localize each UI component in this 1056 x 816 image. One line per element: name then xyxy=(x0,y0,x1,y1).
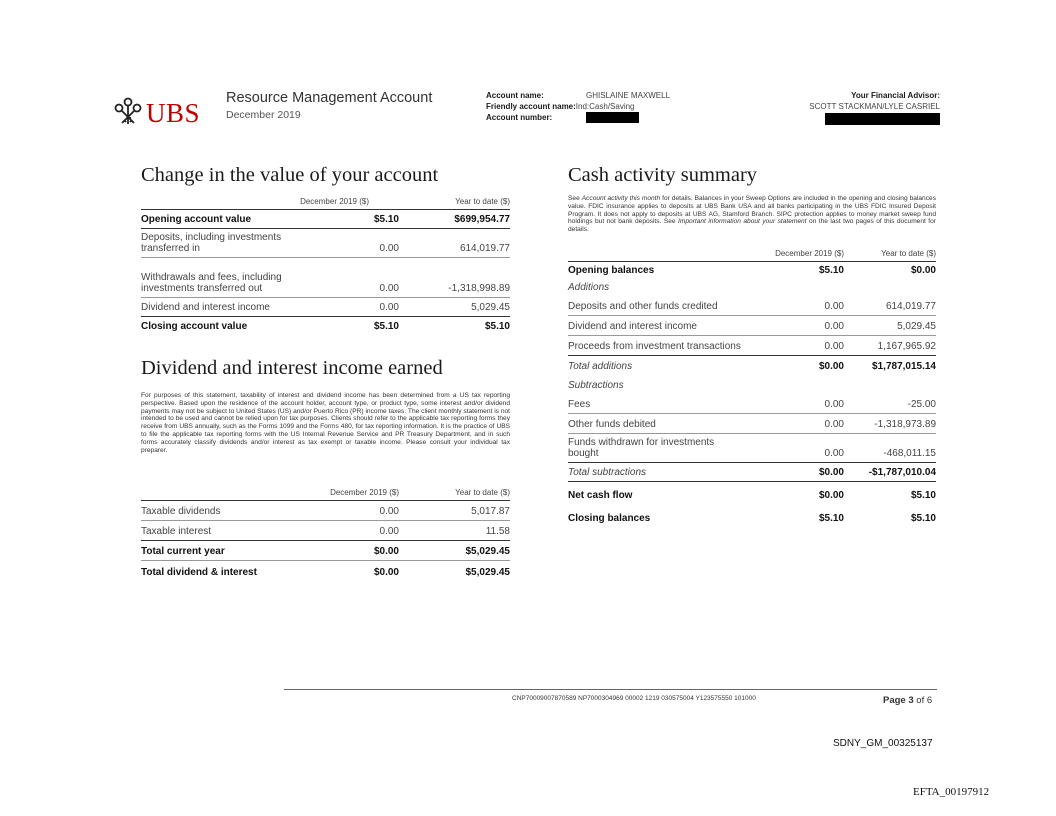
row-ytd-value: $5.10 xyxy=(910,513,936,524)
account-number-label: Account number: xyxy=(486,112,553,122)
table-row xyxy=(568,434,936,463)
footer-rule xyxy=(284,689,937,690)
para-italic: Account activity this month xyxy=(581,195,661,202)
row-label: Taxable interest xyxy=(141,526,212,537)
row-month-value: 0.00 xyxy=(824,301,844,312)
row-label: Opening account value xyxy=(141,214,252,225)
row-ytd-value: $1,787,015.14 xyxy=(872,361,936,372)
row-month-value: $5.10 xyxy=(373,321,399,332)
row-label: Deposits and other funds credited xyxy=(568,301,718,312)
cash-section-title: Cash activity summary xyxy=(568,164,758,186)
table-header xyxy=(568,245,936,262)
table-row xyxy=(568,504,936,527)
table-row xyxy=(141,298,510,317)
row-month-value: 0.00 xyxy=(824,448,844,459)
row-month-value: 0.00 xyxy=(379,283,399,294)
subtractions-label-row xyxy=(568,375,936,394)
row-label: Total additions xyxy=(568,361,633,372)
table-row xyxy=(568,414,936,434)
change-table xyxy=(141,193,510,335)
row-label: Total dividend & interest xyxy=(141,567,257,578)
row-ytd-value: -25.00 xyxy=(907,399,936,410)
row-ytd-value: 5,017.87 xyxy=(471,506,510,517)
row-ytd-value: 1,167,965.92 xyxy=(877,341,936,352)
col-ytd-header: Year to date ($) xyxy=(455,197,510,206)
table-row xyxy=(568,356,936,375)
table-row xyxy=(568,296,936,316)
page-number xyxy=(883,695,932,706)
row-label: Other funds debited xyxy=(568,419,656,430)
row-label: Total subtractions xyxy=(568,467,647,478)
table-row xyxy=(568,463,936,482)
row-label: Opening balances xyxy=(568,265,655,276)
row-label: Dividend and interest income xyxy=(141,302,270,313)
row-ytd-value: $5,029.45 xyxy=(465,546,510,557)
table-row xyxy=(141,501,510,521)
table-row xyxy=(568,316,936,336)
row-ytd-value: $5.10 xyxy=(484,321,510,332)
advisor-info xyxy=(809,91,940,129)
cash-disclaimer xyxy=(568,195,936,234)
page-of: of 6 xyxy=(916,695,933,706)
account-info xyxy=(486,91,670,123)
additions-label: Additions xyxy=(568,282,610,293)
account-name-value: GHISLAINE MAXWELL xyxy=(586,91,671,100)
row-ytd-value: -$1,787,010.04 xyxy=(868,467,936,478)
row-month-value: 0.00 xyxy=(824,321,844,332)
row-month-value: $0.00 xyxy=(818,361,844,372)
bates-number-sdny: SDNY_GM_00325137 xyxy=(833,738,933,749)
table-row xyxy=(141,521,510,541)
footer-code: CNP70009007870589 NP7000304969 00002 1219 030575004 Y123575550 101000 xyxy=(512,695,756,702)
row-ytd-value: 614,019.77 xyxy=(885,301,936,312)
row-month-value: $0.00 xyxy=(818,490,844,501)
table-row xyxy=(141,210,510,229)
row-month-value: 0.00 xyxy=(824,419,844,430)
row-month-value: 0.00 xyxy=(379,302,399,313)
row-label: Withdrawals and fees, including investments transferred out xyxy=(141,272,282,294)
row-ytd-value: $699,954.77 xyxy=(454,214,510,225)
table-row xyxy=(141,258,510,298)
row-ytd-value: -1,318,998.89 xyxy=(448,283,510,294)
row-label: Funds withdrawn for investments bought xyxy=(568,437,715,459)
row-label: Fees xyxy=(568,399,591,410)
table-row xyxy=(568,336,936,356)
change-section-title: Change in the value of your account xyxy=(141,164,439,186)
row-ytd-value: 614,019.77 xyxy=(459,243,510,254)
para-text: on the last two pages of this document for details. xyxy=(568,218,936,234)
row-label: Total current year xyxy=(141,546,225,557)
page-word: Page xyxy=(883,695,906,706)
table-row xyxy=(141,317,510,335)
statement-month: December 2019 xyxy=(226,109,301,121)
row-label: Dividend and interest income xyxy=(568,321,697,332)
advisor-redaction xyxy=(825,113,940,125)
row-month-value: $5.10 xyxy=(818,513,844,524)
table-header xyxy=(141,193,510,210)
row-month-value: $5.10 xyxy=(818,265,844,276)
para-text: See xyxy=(568,195,582,202)
row-month-value: 0.00 xyxy=(379,243,399,254)
row-ytd-value: -1,318,973.89 xyxy=(874,419,936,430)
row-month-value: $0.00 xyxy=(818,467,844,478)
page-num: 3 xyxy=(908,695,914,706)
dividend-section-title: Dividend and interest income earned xyxy=(141,357,443,379)
row-month-value: 0.00 xyxy=(824,399,844,410)
row-ytd-value: 5,029.45 xyxy=(897,321,936,332)
para-italic: Important information about your statement xyxy=(678,218,807,226)
table-row xyxy=(568,482,936,504)
ubs-keys-icon xyxy=(112,96,144,126)
table-header xyxy=(141,484,510,501)
row-ytd-value: $5.10 xyxy=(910,490,936,501)
table-row xyxy=(141,229,510,258)
advisor-name: SCOTT STACKMAN/LYLE CASRIEL xyxy=(809,101,940,111)
friendly-name-label: Friendly account name: xyxy=(486,101,576,111)
table-row xyxy=(568,262,936,279)
row-label: Net cash flow xyxy=(568,490,633,501)
row-label: Taxable dividends xyxy=(141,506,221,517)
col-month-header: December 2019 ($) xyxy=(330,488,399,497)
row-ytd-value: -468,011.15 xyxy=(883,448,936,459)
row-month-value: 0.00 xyxy=(824,341,844,352)
table-row xyxy=(141,561,510,581)
row-ytd-value: 11.58 xyxy=(485,526,510,537)
additions-label-row xyxy=(568,279,936,296)
para-text: for details. Balances in your Sweep Options are included in the opening and closing balances value. FDIC insurance applies to deposits at UBS Bank USA and all banks participating in the UBS FDIC Insured Deposit Program. It does not apply to deposits at UBS AG, Stamford Branch. SIPC protection applies to money market sweep fund holdings but not bank deposits. See xyxy=(568,195,936,226)
col-ytd-header: Year to date ($) xyxy=(881,249,936,258)
table-row xyxy=(141,541,510,561)
product-title: Resource Management Account xyxy=(226,90,433,106)
row-label: Proceeds from investment transactions xyxy=(568,341,741,352)
dividend-table xyxy=(141,484,510,581)
row-month-value: $5.10 xyxy=(373,214,399,225)
row-label: Deposits, including investments transferred in xyxy=(141,232,282,254)
account-number-redaction xyxy=(586,112,639,123)
account-name-label: Account name: xyxy=(486,91,544,100)
dividend-disclaimer: For purposes of this statement, taxability of interest and dividend income has been determined from a US tax reporting perspective. Based upon the residence of the account holder, account type, or product type, some interest and/or dividend payments may not be subject to United States (US) and/or Puerto Rico (PR) income taxes. The client monthly statement is not intended to be used and cannot be relied upon for tax purposes. Clients should refer to the applicable tax reporting forms they receive from UBS annually, such as the Forms 1099 and the Forms 480, for tax reporting information. It is the practice of UBS to file the applicable tax reporting forms with the US Internal Revenue Service and PR Treasury Department, and in such forms accurately classify dividends and/or interest as tax exempt or taxable income. Please consult your individual tax preparer. xyxy=(141,392,510,454)
col-month-header: December 2019 ($) xyxy=(300,197,369,206)
col-month-header: December 2019 ($) xyxy=(775,249,844,258)
col-ytd-header: Year to date ($) xyxy=(455,488,510,497)
subtractions-label: Subtractions xyxy=(568,380,624,391)
row-label: Closing account value xyxy=(141,321,248,332)
row-ytd-value: $5,029.45 xyxy=(465,567,510,578)
row-label: Closing balances xyxy=(568,513,651,524)
row-month-value: $0.00 xyxy=(373,546,399,557)
ubs-logo xyxy=(112,96,202,128)
bates-number-efta: EFTA_00197912 xyxy=(913,786,990,798)
cash-table xyxy=(568,245,936,527)
table-row xyxy=(568,394,936,414)
row-ytd-value: $0.00 xyxy=(910,265,936,276)
row-month-value: 0.00 xyxy=(379,506,399,517)
row-ytd-value: 5,029.45 xyxy=(471,302,510,313)
logo-text: UBS xyxy=(146,98,201,128)
row-month-value: 0.00 xyxy=(379,526,399,537)
advisor-label: Your Financial Advisor: xyxy=(851,91,940,100)
friendly-name-value: Ind:Cash/Saving xyxy=(575,101,635,111)
row-month-value: $0.00 xyxy=(373,567,399,578)
